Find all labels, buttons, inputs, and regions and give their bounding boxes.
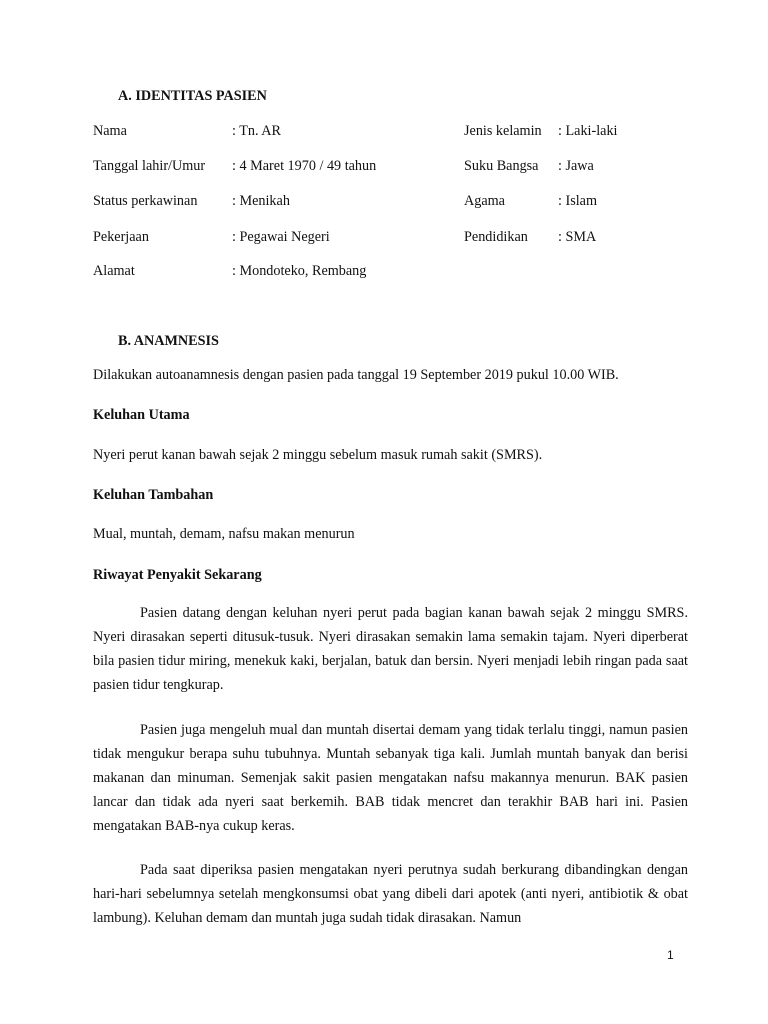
rps-title: Riwayat Penyakit Sekarang: [93, 567, 262, 583]
field-value-status-perkawinan: : Menikah: [232, 193, 290, 209]
field-label-suku-bangsa: Suku Bangsa: [464, 158, 539, 174]
field-label-nama: Nama: [93, 123, 127, 139]
rps-paragraph: Pasien datang dengan keluhan nyeri perut pada bagian kanan bawah sejak 2 minggu SMRS. Nyeri dirasakan seperti ditusuk-tusuk. Nyeri dirasakan semakin lama semakin tajam. Nyeri diperberat bila pasien tidur miring, menekuk kaki, berjalan, batuk dan bersin. Nyeri menjadi lebih ringan pada saat pasien tidur tengkurap.: [93, 605, 688, 693]
field-label-pendidikan: Pendidikan: [464, 229, 528, 245]
field-label-tanggal-lahir: Tanggal lahir/Umur: [93, 158, 206, 174]
field-value-jenis-kelamin: : Laki-laki: [558, 123, 618, 139]
rps-paragraph: Pada saat diperiksa pasien mengatakan nyeri perutnya sudah berkurang dibandingkan dengan hari-hari sebelumnya setelah mengkonsumsi obat yang dibeli dari apotek (anti nyeri, antibiotik & obat lambung). Keluhan demam dan muntah juga sudah tidak dirasakan. Namun: [93, 862, 688, 926]
field-value-pekerjaan: : Pegawai Negeri: [232, 229, 330, 245]
keluhan-utama-text: Nyeri perut kanan bawah sejak 2 minggu sebelum masuk rumah sakit (SMRS).: [93, 447, 543, 463]
section-a-heading: A. IDENTITAS PASIEN: [118, 88, 267, 104]
keluhan-tambahan-text: Mual, muntah, demam, nafsu makan menurun: [93, 526, 355, 542]
rps-paragraph: Pasien juga mengeluh mual dan muntah disertai demam yang tidak terlalu tinggi, namun pasien tidak mengukur berapa suhu tubuhnya. Muntah sebanyak tiga kali. Jumlah muntah banyak dan berisi makanan dan minuman. Semenjak sakit pasien mengatakan nafsu makannya menurun. BAK pasien lancar dan tidak ada nyeri saat berkemih. BAB tidak mencret dan terakhir BAB hari ini. Pasien mengatakan BAB-nya cukup keras.: [93, 722, 688, 834]
keluhan-tambahan-title: Keluhan Tambahan: [93, 487, 214, 503]
anamnesis-intro: Dilakukan autoanamnesis dengan pasien pada tanggal 19 September 2019 pukul 10.00 WIB.: [93, 367, 619, 383]
field-value-agama: : Islam: [558, 193, 598, 209]
field-value-nama: : Tn. AR: [232, 123, 282, 139]
field-value-tanggal-lahir: : 4 Maret 1970 / 49 tahun: [232, 158, 377, 174]
section-b-heading: B. ANAMNESIS: [118, 333, 219, 349]
field-label-pekerjaan: Pekerjaan: [93, 229, 149, 245]
keluhan-utama-title: Keluhan Utama: [93, 407, 190, 423]
page-number: 1: [667, 948, 674, 962]
field-label-status-perkawinan: Status perkawinan: [93, 193, 198, 209]
field-value-pendidikan: : SMA: [558, 229, 597, 245]
field-value-suku-bangsa: : Jawa: [558, 158, 594, 174]
field-label-alamat: Alamat: [93, 263, 135, 279]
field-label-agama: Agama: [464, 193, 505, 209]
field-value-alamat: : Mondoteko, Rembang: [232, 263, 367, 279]
field-label-jenis-kelamin: Jenis kelamin: [464, 123, 542, 139]
